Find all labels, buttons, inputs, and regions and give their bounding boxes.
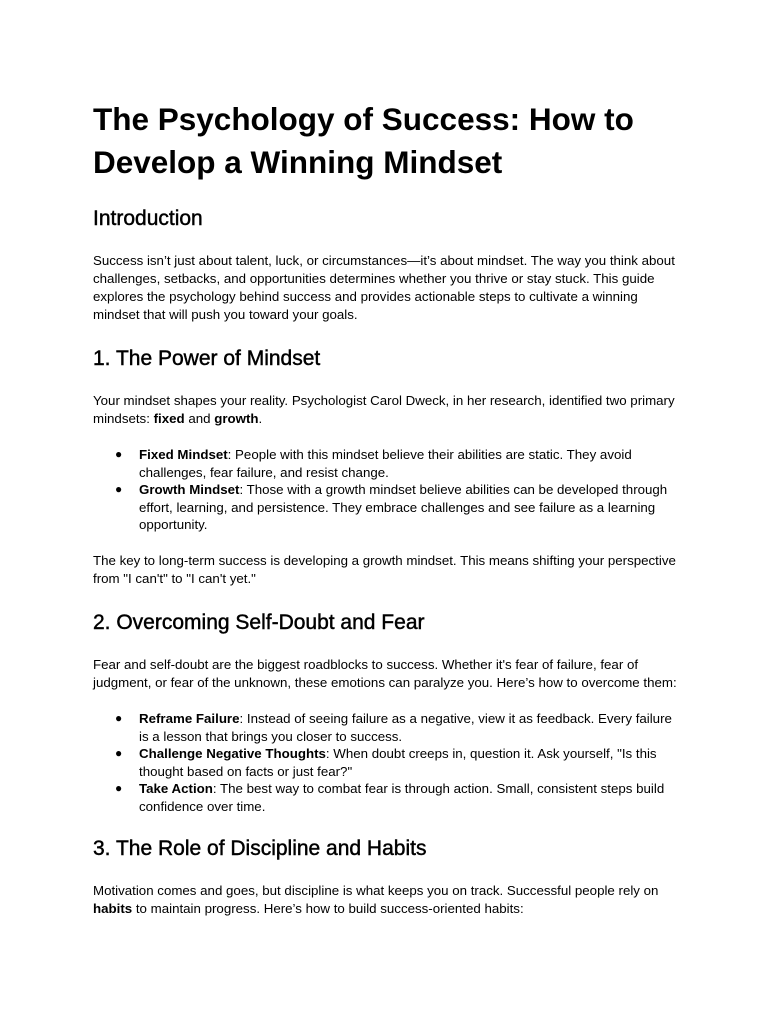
section2-paragraph-1: Fear and self-doubt are the biggest roadblocks to success. Whether it's fear of failure, fear of judgment, or fear of the unknown, these emotions can paralyze you. Here’s how to overcome them: <box>93 656 677 690</box>
bullet-term: Fixed Mindset <box>139 447 228 462</box>
intro-heading: Introduction <box>93 207 203 230</box>
section1-para1-bold-growth: growth <box>214 411 259 426</box>
bullet-text: : The best way to combat fear is through action. Small, consistent steps build confidence over time. <box>139 781 665 814</box>
bullet-text: : Those with a growth mindset believe abilities can be developed through effort, learning, and persistence. They embrace challenges and see failure as a learning opportunity. <box>139 482 668 533</box>
list-item <box>93 446 683 481</box>
bullet-icon: ● <box>115 482 123 497</box>
document-title: The Psychology of Success: How to Develop a Winning Mindset <box>93 101 634 180</box>
section2-bullet-list <box>93 710 683 816</box>
section1-para1-bold-fixed: fixed <box>153 411 185 426</box>
bullet-text: : Instead of seeing failure as a negative, view it as feedback. Every failure is a lesson that brings you closer to success. <box>139 710 672 744</box>
section3-para1-end: to maintain progress. Here’s how to build success-oriented habits: <box>132 900 524 916</box>
bullet-text: : People with this mindset believe their abilities are static. They avoid challenges, fear failure, and resist change. <box>139 447 632 480</box>
section1-paragraph-2: The key to long-term success is developing a growth mindset. This means shifting your perspective from "I can't" to "I can't yet." <box>93 552 676 586</box>
bullet-term: Growth Mindset <box>139 482 240 498</box>
section1-para1-and: and <box>184 411 215 426</box>
section1-para1-text: Your mindset shapes your reality. Psychologist Carol Dweck, in her research, identified two primary mindsets: <box>93 393 675 426</box>
bullet-icon: ● <box>115 710 123 725</box>
section3-para1-text: Motivation comes and goes, but discipline is what keeps you on track. Successful people rely on <box>93 882 659 898</box>
list-item <box>93 481 683 534</box>
section1-para1-end: . <box>258 411 263 426</box>
intro-paragraph: Success isn’t just about talent, luck, or circumstances—it’s about mindset. The way you think about challenges, setbacks, and opportunities determines whether you thrive or stay stuck. This guide explores the psychology behind success and provides actionable steps to cultivate a winning mindset that will push you toward your goals. <box>93 253 675 322</box>
list-item <box>93 780 683 815</box>
bullet-icon: ● <box>115 746 123 761</box>
bullet-term: Reframe Failure <box>139 710 240 726</box>
section1-heading: 1. The Power of Mindset <box>93 347 321 370</box>
document-page <box>93 98 683 938</box>
bullet-term: Challenge Negative Thoughts <box>139 746 326 762</box>
section3-paragraph-1 <box>93 882 683 918</box>
bullet-term: Take Action <box>139 781 213 797</box>
section1-bullet-list <box>93 446 683 534</box>
section3-heading: 3. The Role of Discipline and Habits <box>93 836 427 860</box>
section3-para1-bold-habits: habits <box>93 900 133 916</box>
list-item <box>93 745 683 780</box>
bullet-text: : When doubt creeps in, question it. Ask yourself, "Is this thought based on facts or just fear?" <box>139 746 657 779</box>
bullet-icon: ● <box>115 781 123 796</box>
section2-heading: 2. Overcoming Self-Doubt and Fear <box>93 610 425 634</box>
list-item <box>93 710 683 745</box>
section1-paragraph-1 <box>93 392 683 428</box>
bullet-icon: ● <box>115 447 123 461</box>
